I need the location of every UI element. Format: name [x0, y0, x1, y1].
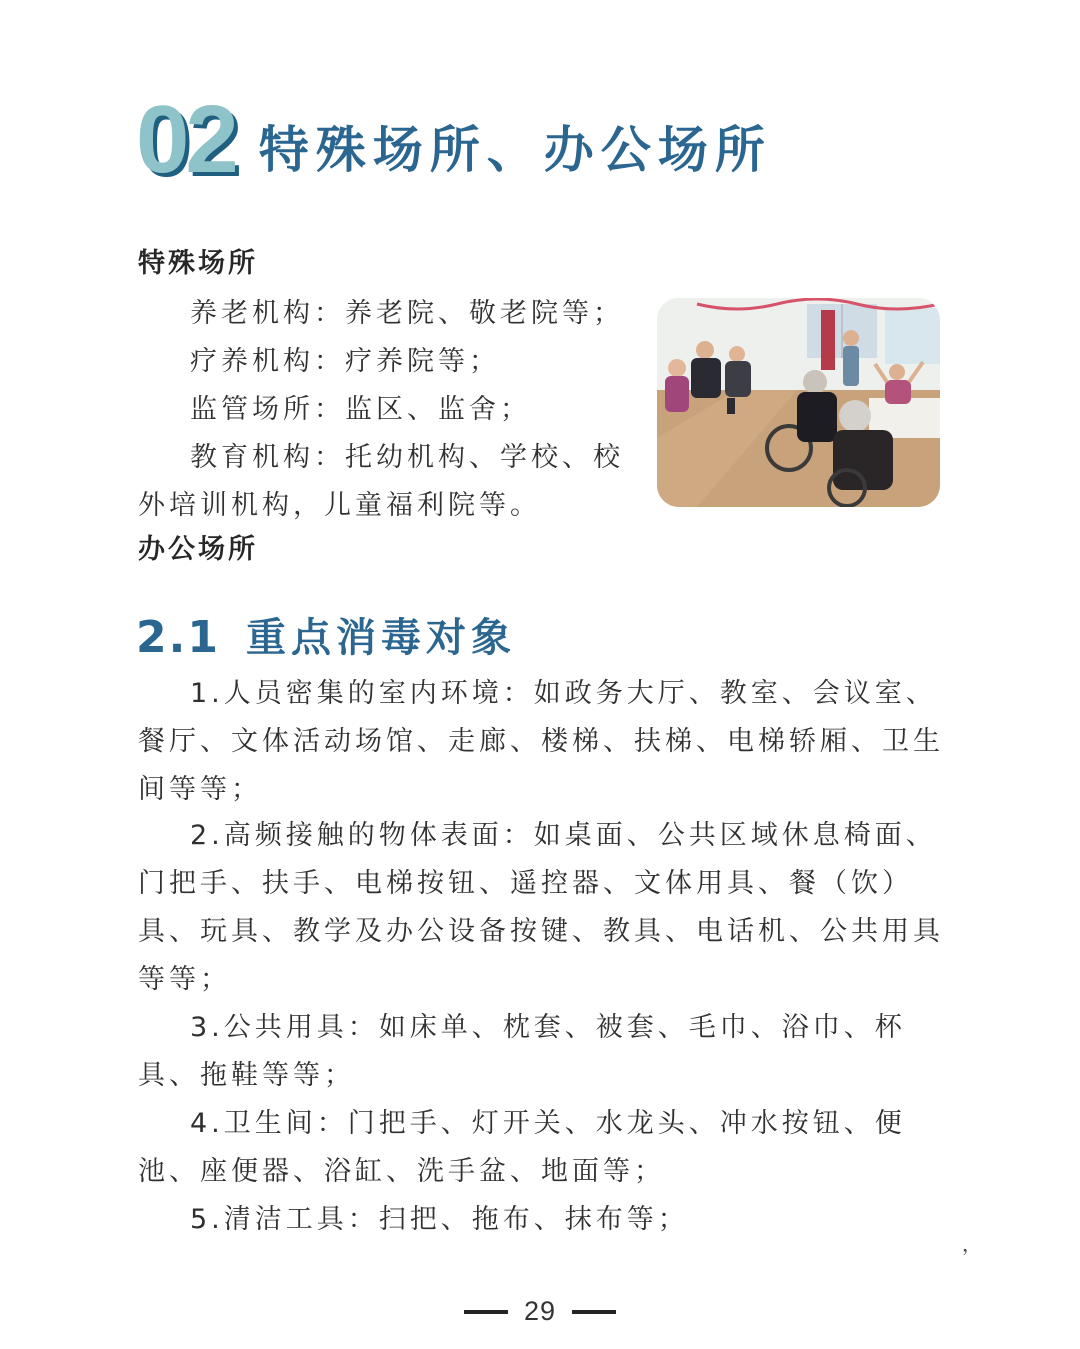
elderly-care-photo	[657, 298, 940, 507]
chapter-title: 特殊场所、办公场所	[258, 121, 772, 179]
special-places-heading: 特殊场所	[138, 248, 258, 279]
disinfection-item-2: 2.高频接触的物体表面：如桌面、公共区域休息椅面、门把手、扶手、电梯按钮、遥控器、文体用具、餐（饮）具、玩具、教学及办公设备按键、教具、电话机、公共用具等等；	[138, 820, 944, 995]
disinfection-item-3: 3.公共用具：如床单、枕套、被套、毛巾、浴巾、杯具、拖鞋等等；	[138, 1012, 906, 1091]
special-place-line-3: 监管场所：监区、监舍；	[190, 394, 531, 425]
stray-comma: ，	[962, 1232, 982, 1256]
special-place-line-2: 疗养机构：疗养院等；	[190, 346, 500, 377]
special-place-line-5: 外培训机构，儿童福利院等。	[138, 490, 541, 521]
special-place-line-1: 养老机构：养老院、敬老院等；	[190, 298, 624, 329]
section-number: 2.1	[136, 612, 220, 663]
disinfection-item-1: 1.人员密集的室内环境：如政务大厅、教室、会议室、餐厅、文体活动场馆、走廊、楼梯、扶梯、电梯轿厢、卫生间等等；	[138, 678, 944, 805]
special-place-line-4: 教育机构：托幼机构、学校、校	[190, 442, 624, 473]
page-footer	[0, 1296, 1080, 1327]
office-places-heading: 办公场所	[138, 534, 258, 565]
chapter-number: 02	[136, 86, 235, 193]
section-heading	[136, 608, 516, 668]
disinfection-item-4: 4.卫生间：门把手、灯开关、水龙头、冲水按钮、便池、座便器、浴缸、洗手盆、地面等；	[138, 1108, 906, 1187]
disinfection-item-5: 5.清洁工具：扫把、拖布、抹布等；	[190, 1204, 689, 1235]
chapter-header	[136, 86, 772, 193]
page-number: 29	[523, 1296, 557, 1326]
section-title: 重点消毒对象	[245, 615, 516, 661]
footer-rule-left	[464, 1310, 508, 1314]
footer-rule-right	[572, 1310, 616, 1314]
